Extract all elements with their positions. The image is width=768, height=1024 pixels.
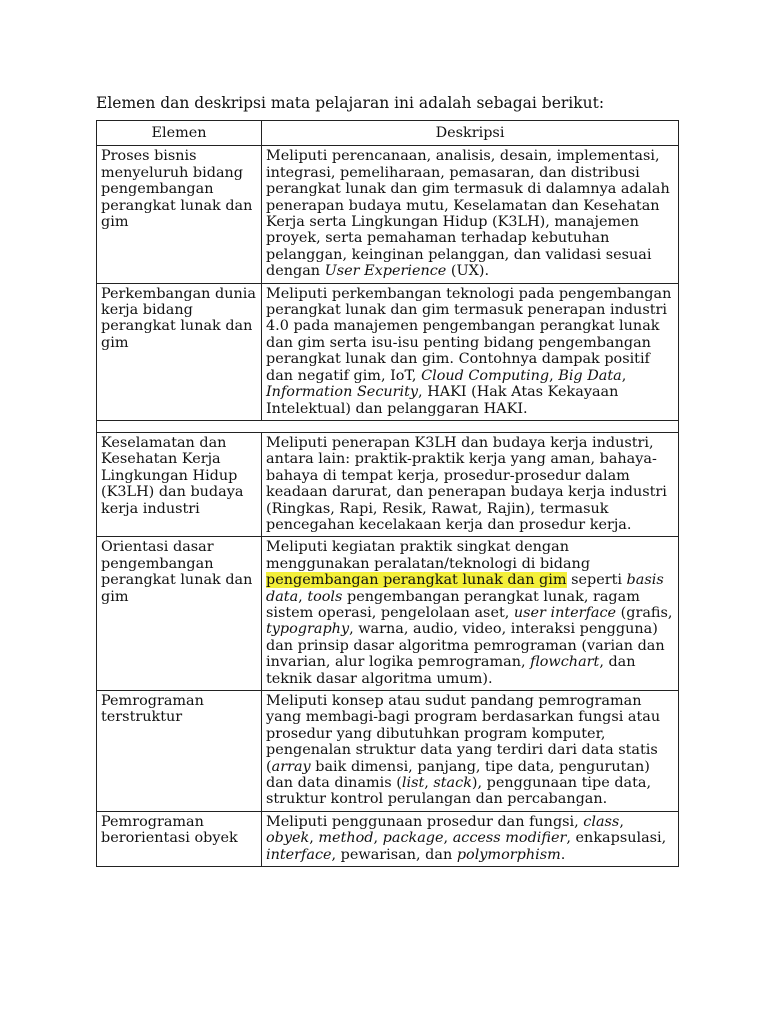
text-run: (Ringkas, Rapi, Resik, Rawat, Rajin), termasuk <box>266 500 609 517</box>
text-run: Meliputi penggunaan prosedur dan fungsi, <box>266 813 584 830</box>
text-run: , HAKI (Hak Atas Kekayaan <box>418 384 619 401</box>
element-line: Kesehatan Kerja <box>101 451 221 468</box>
description-line <box>266 814 674 830</box>
description-line <box>266 742 674 758</box>
text-run: perangkat lunak dan gim termasuk penerapan industri <box>266 302 667 319</box>
table-row <box>97 283 679 420</box>
description-line <box>266 214 674 230</box>
table-header-row <box>97 121 679 146</box>
text-run: sistem operasi, pengelolaan aset, <box>266 604 514 621</box>
italic-term: user interface <box>513 604 617 621</box>
description-line <box>266 318 674 334</box>
element-cell <box>97 537 262 691</box>
description-line <box>266 501 674 517</box>
element-cell <box>97 146 262 283</box>
description-cell <box>262 691 679 812</box>
table-row <box>97 537 679 691</box>
element-line: berorientasi obyek <box>101 830 238 847</box>
text-run: , <box>424 775 434 792</box>
table-body <box>97 146 679 867</box>
description-line <box>266 148 674 164</box>
element-line: kerja bidang <box>101 302 193 319</box>
description-line <box>266 671 674 687</box>
text-run: yang membagi-bagi program berdasarkan fungsi atau <box>266 709 661 726</box>
text-run: proyek, serta pemahaman terhadap kebutuhan <box>266 230 610 247</box>
element-line: perangkat lunak dan <box>101 572 253 589</box>
element-line: gim <box>101 334 129 351</box>
text-run: , <box>619 813 624 830</box>
text-run: dan data dinamis ( <box>266 775 402 792</box>
text-run: struktur kontrol perulangan dan percabangan. <box>266 791 608 808</box>
text-run: , <box>373 830 383 847</box>
description-line <box>266 539 674 555</box>
element-line: Lingkungan Hidup <box>101 467 238 484</box>
text-run: pengembangan perangkat lunak, ragam <box>342 588 640 605</box>
element-line: gim <box>101 588 129 605</box>
description-line <box>266 638 674 654</box>
text-run: pengenalan struktur data yang terdiri dari data statis <box>266 742 658 759</box>
description-line <box>266 709 674 725</box>
description-line <box>266 775 674 791</box>
text-run: dengan <box>266 263 325 280</box>
italic-term: User Experience <box>324 263 447 280</box>
italic-term: class <box>583 813 620 830</box>
description-line <box>266 335 674 351</box>
element-line: pengembangan <box>101 555 214 572</box>
italic-term: interface <box>266 846 332 863</box>
element-line: terstruktur <box>101 709 183 726</box>
description-line <box>266 759 674 775</box>
description-line <box>266 589 674 605</box>
text-run: keadaan darurat, dan penerapan budaya kerja industri <box>266 484 667 501</box>
italic-term: data <box>266 588 299 605</box>
text-run: menggunakan peralatan/teknologi di bidang <box>266 555 591 572</box>
element-line: pengembangan <box>101 181 214 198</box>
text-run: perangkat lunak dan gim. Contohnya dampak positif <box>266 351 650 368</box>
text-run: dan prinsip dasar algoritma pemrograman (varian dan <box>266 637 665 654</box>
italic-term: tools <box>307 588 343 605</box>
text-run: , <box>443 830 453 847</box>
description-cell <box>262 811 679 866</box>
description-line <box>266 468 674 484</box>
text-run: penerapan budaya mutu, Keselamatan dan Kesehatan <box>266 197 660 214</box>
italic-term: Big Data <box>558 367 622 384</box>
description-line <box>266 230 674 246</box>
text-run: (grafis, <box>616 604 673 621</box>
text-run: , <box>621 367 627 384</box>
element-line: perangkat lunak dan <box>101 318 253 335</box>
description-cell <box>262 146 679 283</box>
text-run: Meliputi penerapan K3LH dan budaya kerja industri, <box>266 434 654 451</box>
text-run: dan gim serta isu-isu penting bidang pengembangan <box>266 334 651 351</box>
element-line: Keselamatan dan <box>101 434 227 451</box>
text-run: . <box>560 846 566 863</box>
table-row <box>97 146 679 283</box>
text-run: , <box>549 367 559 384</box>
italic-term: Information Security <box>266 384 419 401</box>
subject-elements-table <box>96 120 679 867</box>
text-run: Intelektual) dan pelanggaran HAKI. <box>266 400 528 417</box>
description-line <box>266 165 674 181</box>
page-break-gap <box>97 420 679 432</box>
italic-term: array <box>271 758 311 775</box>
description-cell <box>262 537 679 691</box>
element-line: Pemrograman <box>101 813 204 830</box>
element-line: Orientasi dasar <box>101 539 214 556</box>
italic-term: flowchart <box>530 654 600 671</box>
text-run: baik dimensi, panjang, tipe data, pengurutan) <box>310 758 650 775</box>
text-run: , enkapsulasi, <box>566 830 667 847</box>
description-line <box>266 556 674 572</box>
element-cell <box>97 691 262 812</box>
text-run: , pewarisan, dan <box>331 846 457 863</box>
italic-term: Cloud Computing <box>421 367 550 384</box>
italic-term: method <box>318 830 374 847</box>
text-run: teknik dasar algoritma umum). <box>266 670 493 687</box>
description-line <box>266 435 674 451</box>
text-run: dan negatif gim, IoT, <box>266 367 422 384</box>
description-line <box>266 181 674 197</box>
element-line: menyeluruh bidang <box>101 164 244 181</box>
description-line <box>266 263 674 279</box>
text-run: 4.0 pada manajemen pengembangan perangkat lunak <box>266 318 660 335</box>
text-run: Kerja serta Lingkungan Hidup (K3LH), manajemen <box>266 214 639 231</box>
text-run: , warna, audio, video, interaksi pengguna) <box>349 621 658 638</box>
element-line: Pemrograman <box>101 693 204 709</box>
description-line <box>266 451 674 467</box>
intro-sentence: Elemen dan deskripsi mata pelajaran ini adalah sebagai berikut: <box>96 94 605 112</box>
text-run: ( <box>266 758 272 775</box>
header-element: Elemen <box>97 121 262 146</box>
description-line <box>266 302 674 318</box>
element-line: kerja industri <box>101 500 200 517</box>
description-cell <box>262 283 679 420</box>
text-run: seperti <box>566 572 627 589</box>
description-line <box>266 654 674 670</box>
text-run: prosedur yang dibutuhkan program komputer, <box>266 725 606 742</box>
text-run: antara lain: praktik-praktik kerja yang aman, bahaya- <box>266 451 657 468</box>
description-line <box>266 693 674 709</box>
description-line <box>266 368 674 384</box>
element-line: gim <box>101 214 129 231</box>
text-run: (UX). <box>446 263 490 280</box>
description-line <box>266 384 674 400</box>
description-line <box>266 621 674 637</box>
table-row <box>97 432 679 536</box>
description-line <box>266 286 674 302</box>
text-run: perangkat lunak dan gim termasuk di dalamnya adalah <box>266 181 670 198</box>
header-description: Deskripsi <box>262 121 679 146</box>
element-cell <box>97 432 262 536</box>
italic-term: package <box>382 830 444 847</box>
italic-term: basis <box>626 572 664 589</box>
description-line <box>266 517 674 533</box>
italic-term: stack <box>433 775 472 792</box>
element-line: Perkembangan dunia <box>101 285 256 302</box>
element-line: (K3LH) dan budaya <box>101 484 244 501</box>
description-line <box>266 351 674 367</box>
element-cell <box>97 283 262 420</box>
italic-term: access modifier <box>452 830 567 847</box>
table-row <box>97 811 679 866</box>
description-line <box>266 247 674 263</box>
text-run: pencegahan kecelakaan kerja dan prosedur kerja. <box>266 516 632 533</box>
description-line <box>266 198 674 214</box>
description-cell <box>262 432 679 536</box>
table-row <box>97 691 679 812</box>
text-run: , <box>298 588 308 605</box>
text-run: bahaya di tempat kerja, prosedur-prosedur dalam <box>266 467 630 484</box>
text-run: integrasi, pemeliharaan, pemasaran, dan distribusi <box>266 164 640 181</box>
italic-term: polymorphism <box>456 846 561 863</box>
description-line <box>266 791 674 807</box>
text-run: Meliputi kegiatan praktik singkat dengan <box>266 539 569 556</box>
description-line <box>266 401 674 417</box>
italic-term: list <box>401 775 425 792</box>
gap-cell <box>97 420 679 432</box>
text-run: Meliputi perkembangan teknologi pada pengembangan <box>266 285 672 302</box>
description-line <box>266 605 674 621</box>
description-line <box>266 830 674 846</box>
description-line <box>266 847 674 863</box>
element-line: perangkat lunak dan <box>101 197 253 214</box>
italic-term: typography <box>266 621 350 638</box>
italic-term: obyek <box>266 830 310 847</box>
text-run: , <box>309 830 319 847</box>
description-line <box>266 572 674 588</box>
text-run: ), penggunaan tipe data, <box>471 775 652 792</box>
element-cell <box>97 811 262 866</box>
description-line <box>266 484 674 500</box>
text-run: invarian, alur logika pemrograman, <box>266 654 531 671</box>
description-line <box>266 726 674 742</box>
text-run: pelanggan, keinginan pelanggan, dan validasi sesuai <box>266 246 652 263</box>
text-run: , dan <box>599 654 636 671</box>
text-run: Meliputi perencanaan, analisis, desain, implementasi, <box>266 148 660 165</box>
highlighted-text: pengembangan perangkat lunak dan gim <box>266 572 567 589</box>
element-line: Proses bisnis <box>101 148 197 165</box>
text-run: Meliputi konsep atau sudut pandang pemrograman <box>266 693 642 709</box>
